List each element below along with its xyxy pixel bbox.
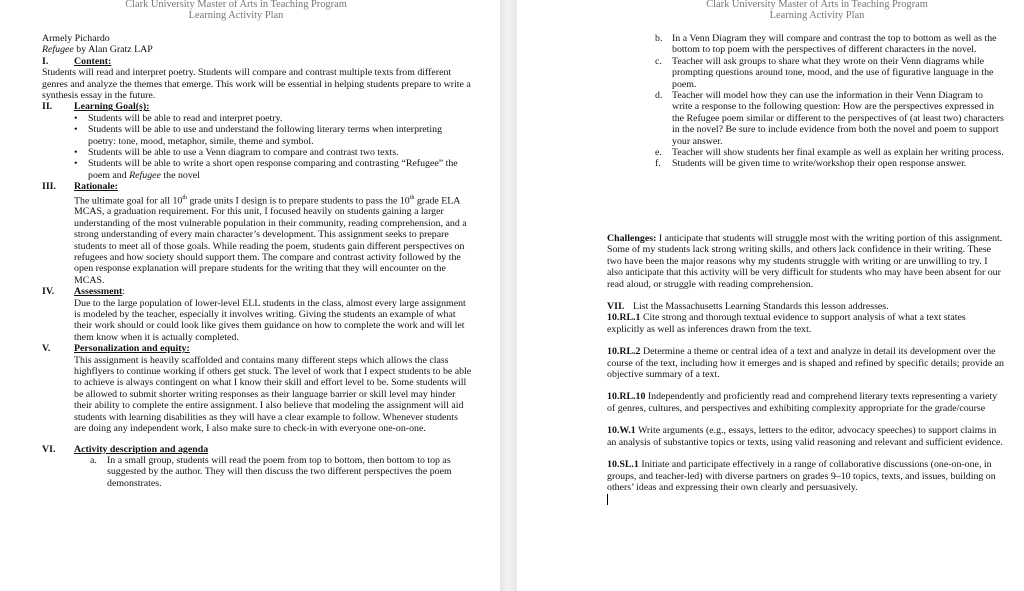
lesson-subtitle: Refugee by Alan Gratz LAP (42, 44, 153, 56)
section-heading-learning-goals: II. Learning Goal(s): (42, 101, 150, 113)
section-heading-activity: VI. Activity description and agenda (42, 443, 209, 455)
section-heading-standards: VII. List the Massachusetts Learning Standards this lesson addresses. (607, 301, 889, 313)
header-plan-title: Learning Activity Plan (769, 10, 865, 22)
list-item: f. Students will be given time to write/workshop their open response answer. (655, 158, 967, 170)
activity-steps-list (42, 455, 472, 489)
challenges-paragraph: Challenges: I anticipate that students will struggle most with the writing portion of this assignment. Some of my students lack strong writing skills, and others lack confidence in their writing. These two have been the major reasons why my students struggle with writing or are unwilling to try. I also anticipate that this activity will be very difficult for students who may have been absent for our read aloud, or struggle with reading comprehension. (607, 233, 1003, 290)
list-item: d. Teacher will model how they can use the information in their Venn Diagram to write a response to the following question: How are the perspectives expressed in the Refugee poem similar or different to the perspectives of (at least two) characters in the novel? Be sure to include evidence from both the novel and poem to support your answer. (655, 90, 1004, 147)
learning-goals-list (42, 113, 472, 181)
list-item: • Students will be able to use and understand the following literary terms when interpreting poetry: tone, mood, metaphor, simile, theme and symbol. (74, 124, 472, 147)
document-body-right-lower[interactable] (607, 233, 1005, 505)
list-item: • Students will be able to read and interpret poetry. (74, 113, 472, 124)
activity-steps-list (607, 33, 1005, 170)
header-program: Clark University Master of Arts in Teaching Program (706, 0, 928, 10)
standard-item: 10.RL.1 Cite strong and thorough textual evidence to support analysis of what a text states explicitly as well as inferences drawn from the text. (607, 312, 966, 335)
page-header (0, 0, 472, 22)
list-item: a. In a small group, students will read the poem from top to bottom, then bottom to top as suggested by the author. They will then discuss the two different perspectives the poem demonstrates. (90, 454, 452, 489)
section-heading-assessment: IV. Assessment : (42, 286, 126, 298)
page-gutter (500, 0, 517, 591)
header-program: Clark University Master of Arts in Teaching Program (125, 0, 347, 10)
text-cursor (607, 494, 608, 505)
content-paragraph: Students will read and interpret poetry. Students will compare and contrast multiple texts from different genres and analyze the themes that emerge. This work will be essential in helping students prepare to write a synthesis essay in the future. (42, 67, 471, 102)
author-name: Armely Pichardo (42, 33, 110, 44)
header-plan-title: Learning Activity Plan (188, 10, 284, 22)
document-page-right (517, 0, 1024, 591)
section-heading-content: I. Content: (42, 55, 112, 67)
standard-item: 10.RL.10 Independently and proficiently read and comprehend literary texts representing a variety of genres, cultures, and perspectives and exhibiting complexity appropriate for the grade/course (607, 391, 998, 414)
document-page-left (0, 0, 500, 591)
page-header (517, 0, 1024, 22)
section-heading-rationale: III. Rationale: (42, 181, 118, 193)
standard-item: 10.SL.1 Initiate and participate effectively in a range of collaborative discussions (one-on-one, in groups, and teacher-led) with diverse partners on grades 9–10 topics, texts, and issues, building on others’ ideas and expressing their own clearly and persuasively. (607, 459, 996, 493)
personalization-paragraph: This assignment is heavily scaffolded and contains many different steps which allows the class highflyers to continue working if others get stuck. The level of work that I expect students to be able to achieve is always contingent on what I know their skill and effort level to be. Some students will be allowed to submit shorter writing responses as their language barrier or skill level may hinder their ability to complete the entire assignment. I also believe that modeling the assignment will aid students with learning disabilities as they will have a clear example to follow. Whenever students are doing any independent work, I also make sure to check-in with everyone one-on-one. (74, 354, 472, 435)
document-body-right[interactable] (607, 33, 1005, 170)
list-item: b. In a Venn Diagram they will compare and contrast the top to bottom as well as the bottom to top poem with the perspectives of different characters in the novel. (655, 33, 997, 56)
list-item: c. Teacher will ask groups to share what they wrote on their Venn diagrams while prompting questions around tone, mood, and the use of figurative language in the poem. (655, 55, 994, 90)
standard-item: 10.W.1 Write arguments (e.g., essays, letters to the editor, advocacy speeches) to support claims in an analysis of substantive topics or texts, using valid reasoning and relevant and sufficient evidence. (607, 425, 1003, 448)
rationale-paragraph: The ultimate goal for all 10th grade units I design is to prepare students to pass the 10th grade ELA MCAS, a graduation requirement. For this unit, I focused heavily on students gaining a larger understanding of the most vulnerable population in their community, reading comprehension, and a strong understanding of every main character’s development. This assignment seeks to prepare students to meet all of those goals. While reading the poem, students gain different perspectives on refugees and how society should support them. The compare and contrast activity followed by the open response explanation will prepare students for the writing that they will encounter on the MCAS. (74, 194, 467, 286)
list-item: • Students will be able to use a Venn diagram to compare and contrast two texts. (74, 147, 472, 158)
list-item: e. Teacher will show students her final example as well as explain her writing process. (655, 147, 1004, 159)
document-body-left[interactable] (42, 33, 472, 489)
section-heading-personalization: V. Personalization and equity: (42, 343, 190, 355)
assessment-paragraph: Due to the large population of lower-level ELL students in the class, almost every large assignment is modeled by the teacher, especially it involves writing. Giving the students an example of what their work should or could look like gives them guidance on how to complete the work and will let them know when it is actually completed. (74, 297, 466, 343)
list-item: • Students will be able to write a short open response comparing and contrasting “Refugee” the poem and Refugee the novel (74, 158, 472, 181)
standard-item: 10.RL.2 Determine a theme or central idea of a text and analyze in detail its development over the course of the text, including how it emerges and is shaped and refined by specific details; provide an objective summary of a text. (607, 346, 1004, 381)
